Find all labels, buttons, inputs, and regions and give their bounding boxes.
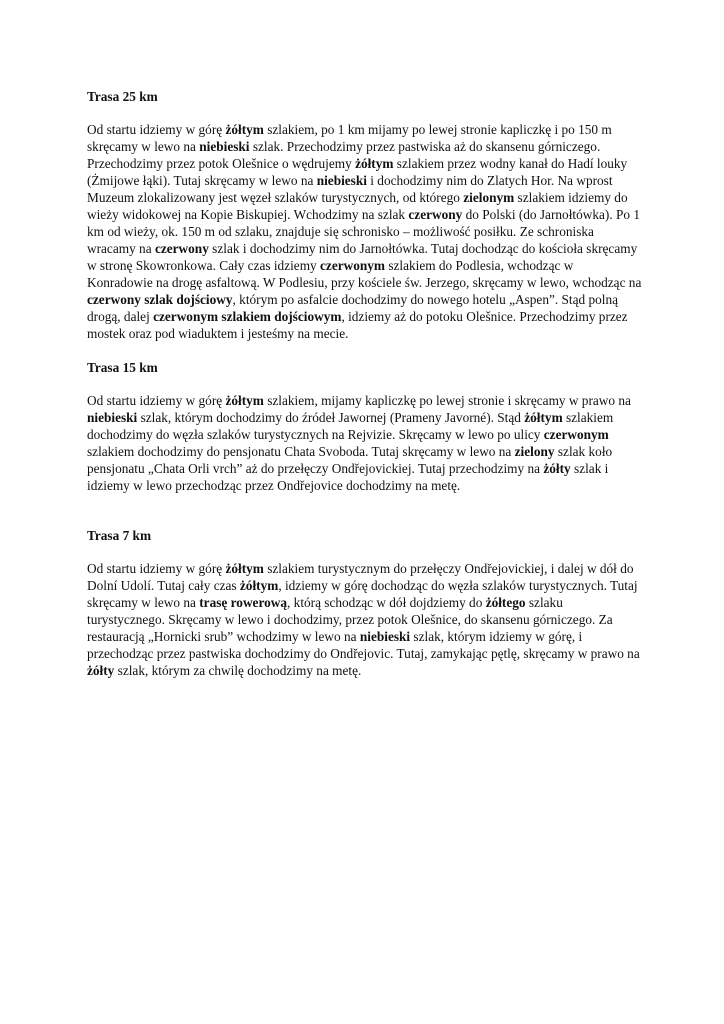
- emphasized-trail-term: czerwony: [408, 207, 463, 222]
- text-run: szlak i idziemy w lewo przechodząc przez Ondřejovice dochodzimy na metę.: [87, 461, 609, 493]
- document-page: [87, 88, 642, 679]
- section-title-7km: Trasa 7 km: [87, 528, 152, 543]
- text-run: szlakiem dochodzimy do pensjonatu Chata Svoboda. Tutaj skręcamy w lewo na: [87, 444, 515, 459]
- emphasized-trail-term: czerwony: [154, 241, 209, 256]
- section-body-15km: [87, 392, 642, 494]
- text-run: szlak i dochodzimy nim do Jarnołtówka. Tutaj dochodząc do kościoła skręcamy w stronę Skowronkowa. Cały czas idziemy: [87, 241, 638, 273]
- paragraph-spacer: [87, 494, 642, 527]
- text-run: Od startu idziemy w górę: [87, 393, 226, 408]
- emphasized-trail-term: niebieski: [87, 410, 138, 425]
- text-run: szlakiem, mijamy kapliczkę po lewej stronie i skręcamy w prawo na: [263, 393, 631, 408]
- emphasized-trail-term: żółtym: [239, 578, 279, 593]
- emphasized-trail-term: niebieski: [316, 173, 367, 188]
- section-title-25km: Trasa 25 km: [87, 89, 158, 104]
- text-run: szlakiem do Podlesia, wchodząc w Konradowie na drogę asfaltową. W Podlesiu, przy kościele św. Jerzego, skręcamy w lewo, wchodząc na: [87, 258, 642, 290]
- text-run: szlakiem dochodzimy do węzła szlaków turystycznych na Rejvizie. Skręcamy w lewo po ulicy: [87, 410, 614, 442]
- text-run: szlak. Przechodzimy przez pastwiska aż do skansenu górniczego. Przechodzimy przez potok Olešnice o wędrujemy: [87, 139, 601, 171]
- text-run: i dochodzimy nim do Zlatych Hor. Na wprost Muzeum zlokalizowany jest węzeł szlaków turystycznych, od którego: [87, 173, 613, 205]
- section-title-15km: Trasa 15 km: [87, 360, 158, 375]
- emphasized-trail-term: żółtym: [524, 410, 563, 425]
- text-run: szlakiem, po 1 km mijamy po lewej stronie kapliczkę i po 150 m skręcamy w lewo na: [87, 122, 612, 154]
- text-run: , którą schodząc w dół dojdziemy do: [287, 595, 486, 610]
- text-run: szlak, którym idziemy w górę, i przechodząc przez pastwiska dochodzimy do Ondřejovic. Tutaj, zamykając pętlę, skręcamy w prawo na: [87, 629, 640, 661]
- emphasized-trail-term: czerwonym szlakiem dojściowym: [153, 309, 342, 324]
- emphasized-trail-term: żółtym: [225, 122, 264, 137]
- emphasized-trail-term: żółtym: [225, 393, 264, 408]
- text-run: , idziemy w górę dochodząc do węzła szlaków turystycznych. Tutaj skręcamy w lewo na: [87, 578, 638, 610]
- section-body-25km: [87, 121, 642, 342]
- text-run: szlakiem idziemy do wieży widokowej na Kopie Biskupiej. Wchodzimy na szlak: [87, 190, 628, 222]
- emphasized-trail-term: żółty: [543, 461, 571, 476]
- emphasized-trail-term: trasę rowerową: [199, 595, 288, 610]
- paragraph-spacer: [87, 342, 642, 359]
- emphasized-trail-term: żółtego: [485, 595, 526, 610]
- text-run: szlaku turystycznego. Skręcamy w lewo i dochodzimy, przez potok Olešnice, do skansenu górniczego. Za restauracją „Hornicki srub” wchodzimy w lewo na: [87, 595, 613, 644]
- text-run: , którym po asfalcie dochodzimy do nowego hotelu „Aspen”. Stąd polną drogą, dalej: [87, 292, 619, 324]
- emphasized-trail-term: żółtym: [355, 156, 394, 171]
- section-body-7km: [87, 560, 642, 679]
- text-run: szlak, którym dochodzimy do źródeł Jawornej (Prameny Javorné). Stąd: [137, 410, 525, 425]
- emphasized-trail-term: żółtym: [225, 561, 264, 576]
- paragraph-spacer: [87, 376, 642, 392]
- text-run: do Polski (do Jarnołtówka). Po 1 km od wieży, ok. 150 m od szlaku, znajduje się schronisko – możliwość posiłku. Ze schroniska wracamy na: [87, 207, 640, 256]
- emphasized-trail-term: niebieski: [199, 139, 250, 154]
- text-run: szlak, którym za chwilę dochodzimy na metę.: [114, 663, 362, 678]
- emphasized-trail-term: czerwonym: [320, 258, 385, 273]
- paragraph-spacer: [87, 544, 642, 560]
- text-run: szlakiem przez wodny kanał do Hadí louky (Żmijowe łąki). Tutaj skręcamy w lewo na: [87, 156, 628, 188]
- emphasized-trail-term: żółty: [87, 663, 115, 678]
- paragraph-spacer: [87, 105, 642, 121]
- emphasized-trail-term: czerwony szlak dojściowy: [87, 292, 233, 307]
- emphasized-trail-term: zielony: [514, 444, 555, 459]
- text-run: Od startu idziemy w górę: [87, 561, 226, 576]
- emphasized-trail-term: zielonym: [463, 190, 515, 205]
- text-run: Od startu idziemy w górę: [87, 122, 226, 137]
- text-run: szlak koło pensjonatu „Chata Orli vrch” aż do przełęczy Ondřejovickiej. Tutaj przechodzimy na: [87, 444, 613, 476]
- emphasized-trail-term: niebieski: [359, 629, 411, 644]
- emphasized-trail-term: czerwonym: [543, 427, 609, 442]
- text-run: szlakiem turystycznym do przełęczy Ondřejovickiej, i dalej w dół do Dolní Udolí. Tutaj cały czas: [87, 561, 634, 593]
- text-run: , idziemy aż do potoku Olešnice. Przechodzimy przez mostek oraz pod wiaduktem i jesteśmy na mecie.: [87, 309, 628, 341]
